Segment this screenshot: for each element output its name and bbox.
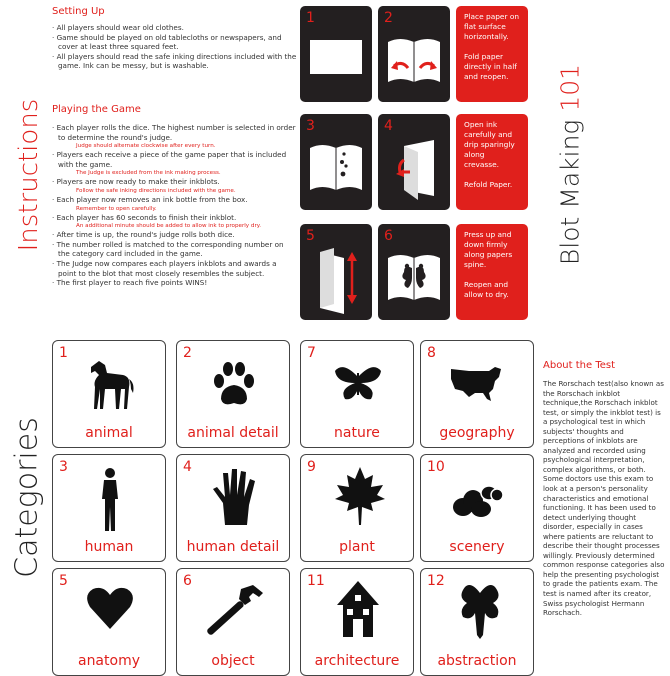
category-label: animal (85, 425, 133, 441)
setting-up-heading: Setting Up (52, 6, 105, 17)
clouds-icon (449, 479, 505, 529)
setting-up-section (52, 6, 297, 71)
list-item: · All players should read the safe inking directions included with the game. Ink can be messy, but is washable. (52, 51, 297, 71)
category-card (420, 568, 534, 676)
category-card (176, 340, 290, 448)
step-text: Refold Paper. (464, 180, 513, 189)
category-label: plant (339, 539, 375, 555)
list-item: · The first player to reach five points WINS! (52, 278, 208, 288)
list-item: · All players should wear old clothes. (52, 23, 184, 32)
step-number: 6 (384, 228, 393, 244)
folded-paper-press-icon (300, 224, 372, 320)
instructions-title: Instructions (14, 98, 44, 252)
playing-heading: Playing the Game (52, 104, 141, 115)
list-item: · The Judge now compares each players inkblots and awards a point to the blot that most closely resembles the subject. (52, 258, 277, 278)
paw-print-icon (209, 359, 259, 411)
category-label: human detail (186, 539, 280, 555)
step-number: 1 (306, 10, 315, 26)
category-number: 3 (59, 459, 68, 475)
about-body: The Rorschach test(also known as the Rorschach inkblot technique,the Rorschach inkblot test, or simply the inkblot test) is a psychological test in which subjects' thoughts and perceptions of inkblots are analyzed and recorded using psychological interpretation, complex algorithms, or both. Some doctors use this exam to look at a person's personality characteristics and emotional functioning. It has been used to detect underlying thought disorder, especially in cases where patients are reluctant to describe their thought processes willingly. Previously determined common response categories also help the presenting psychologist to grade the patients exam. The test is named after its creator, Swiss psychologist Hermann Rorschach. (543, 379, 665, 618)
step-number: 3 (306, 118, 315, 134)
blot-title-number: 101 (555, 63, 585, 112)
hand-icon (209, 467, 263, 527)
open-book-arrows-icon (378, 6, 450, 102)
step-card-2 (378, 6, 450, 102)
human-silhouette-icon (85, 465, 135, 535)
step-card-5 (300, 224, 372, 320)
category-label: geography (439, 425, 515, 441)
step-text-card-1 (456, 6, 528, 102)
maple-leaf-icon (333, 465, 387, 527)
usa-map-icon (449, 359, 505, 411)
category-number: 8 (427, 345, 436, 361)
step-text-card-2 (456, 114, 528, 210)
category-label: anatomy (77, 653, 140, 669)
category-label: human (84, 539, 134, 555)
step-text: Press up and down firmly along papers spine. (464, 230, 513, 269)
about-heading: About the Test (543, 360, 616, 371)
abstract-inkblot-icon (453, 579, 507, 641)
book-ink-drops-icon (300, 114, 372, 210)
house-icon (333, 579, 383, 641)
step-number: 4 (384, 118, 393, 134)
step-text: Reopen and allow to dry. (464, 280, 509, 299)
paper-sheet-icon (300, 6, 372, 102)
list-item: · Players each receive a piece of the game paper that is included with the game. The Judge is excluded from the ink making process. (52, 150, 287, 177)
blot-making-title (556, 35, 585, 295)
category-label: scenery (449, 539, 505, 555)
category-card (52, 340, 166, 448)
category-number: 9 (307, 459, 316, 475)
category-label: animal detail (187, 425, 279, 441)
step-text-card-3 (456, 224, 528, 320)
list-item: · Players are now ready to make their inkblots. Follow the safe inking directions included with the game. (52, 177, 236, 194)
blot-title-main: Blot Making (555, 111, 585, 266)
book-inkblot-icon (378, 224, 450, 320)
category-number: 2 (183, 345, 192, 361)
butterfly-icon (327, 359, 389, 411)
list-item: · Game should be played on old tablecloths or newspapers, and cover at least three squared feet. (52, 32, 282, 52)
category-number: 1 (59, 345, 68, 361)
category-number: 11 (307, 573, 325, 589)
category-number: 6 (183, 573, 192, 589)
category-card (420, 340, 534, 448)
step-card-3 (300, 114, 372, 210)
list-item: · Each player now removes an ink bottle from the box. Remember to open carefully. (52, 194, 248, 212)
list-item: · After time is up, the round's judge rolls both dice. (52, 230, 235, 240)
setting-up-list (52, 23, 297, 71)
step-number: 2 (384, 10, 393, 26)
hammer-icon (205, 583, 265, 639)
heart-icon (85, 583, 135, 633)
category-label: object (211, 653, 255, 669)
category-card (300, 340, 414, 448)
category-number: 4 (183, 459, 192, 475)
category-number: 12 (427, 573, 445, 589)
category-card (176, 568, 290, 676)
categories-title: Categories (9, 417, 45, 578)
category-label: architecture (314, 653, 400, 669)
category-label: abstraction (437, 653, 517, 669)
category-label: nature (334, 425, 380, 441)
playing-section (52, 104, 297, 288)
category-number: 5 (59, 573, 68, 589)
about-section (543, 360, 665, 618)
category-card (176, 454, 290, 562)
step-card-4 (378, 114, 450, 210)
category-card (420, 454, 534, 562)
category-card (300, 454, 414, 562)
list-item: · The number rolled is matched to the corresponding number on the category card included in the game. (52, 239, 284, 259)
list-item: · Each player has 60 seconds to finish their inkblot. An additional minute should be added to allow ink to properly dry. (52, 212, 262, 230)
step-text: Place paper on flat surface horizontally. (464, 12, 520, 41)
category-number: 10 (427, 459, 445, 475)
step-card-6 (378, 224, 450, 320)
list-item: · Each player rolls the dice. The highest number is selected in order to determine the round's judge. Judge should alternate clockwise after every turn. (52, 123, 296, 150)
category-card (300, 568, 414, 676)
playing-list (52, 123, 297, 288)
step-number: 5 (306, 228, 315, 244)
step-text: Fold paper directly in half and reopen. (464, 52, 517, 81)
step-text: Open ink carefully and drip sparingly along crevasse. (464, 120, 515, 169)
refold-paper-icon (378, 114, 450, 210)
horse-icon (85, 359, 135, 411)
category-number: 7 (307, 345, 316, 361)
step-card-1 (300, 6, 372, 102)
category-card (52, 568, 166, 676)
category-card (52, 454, 166, 562)
